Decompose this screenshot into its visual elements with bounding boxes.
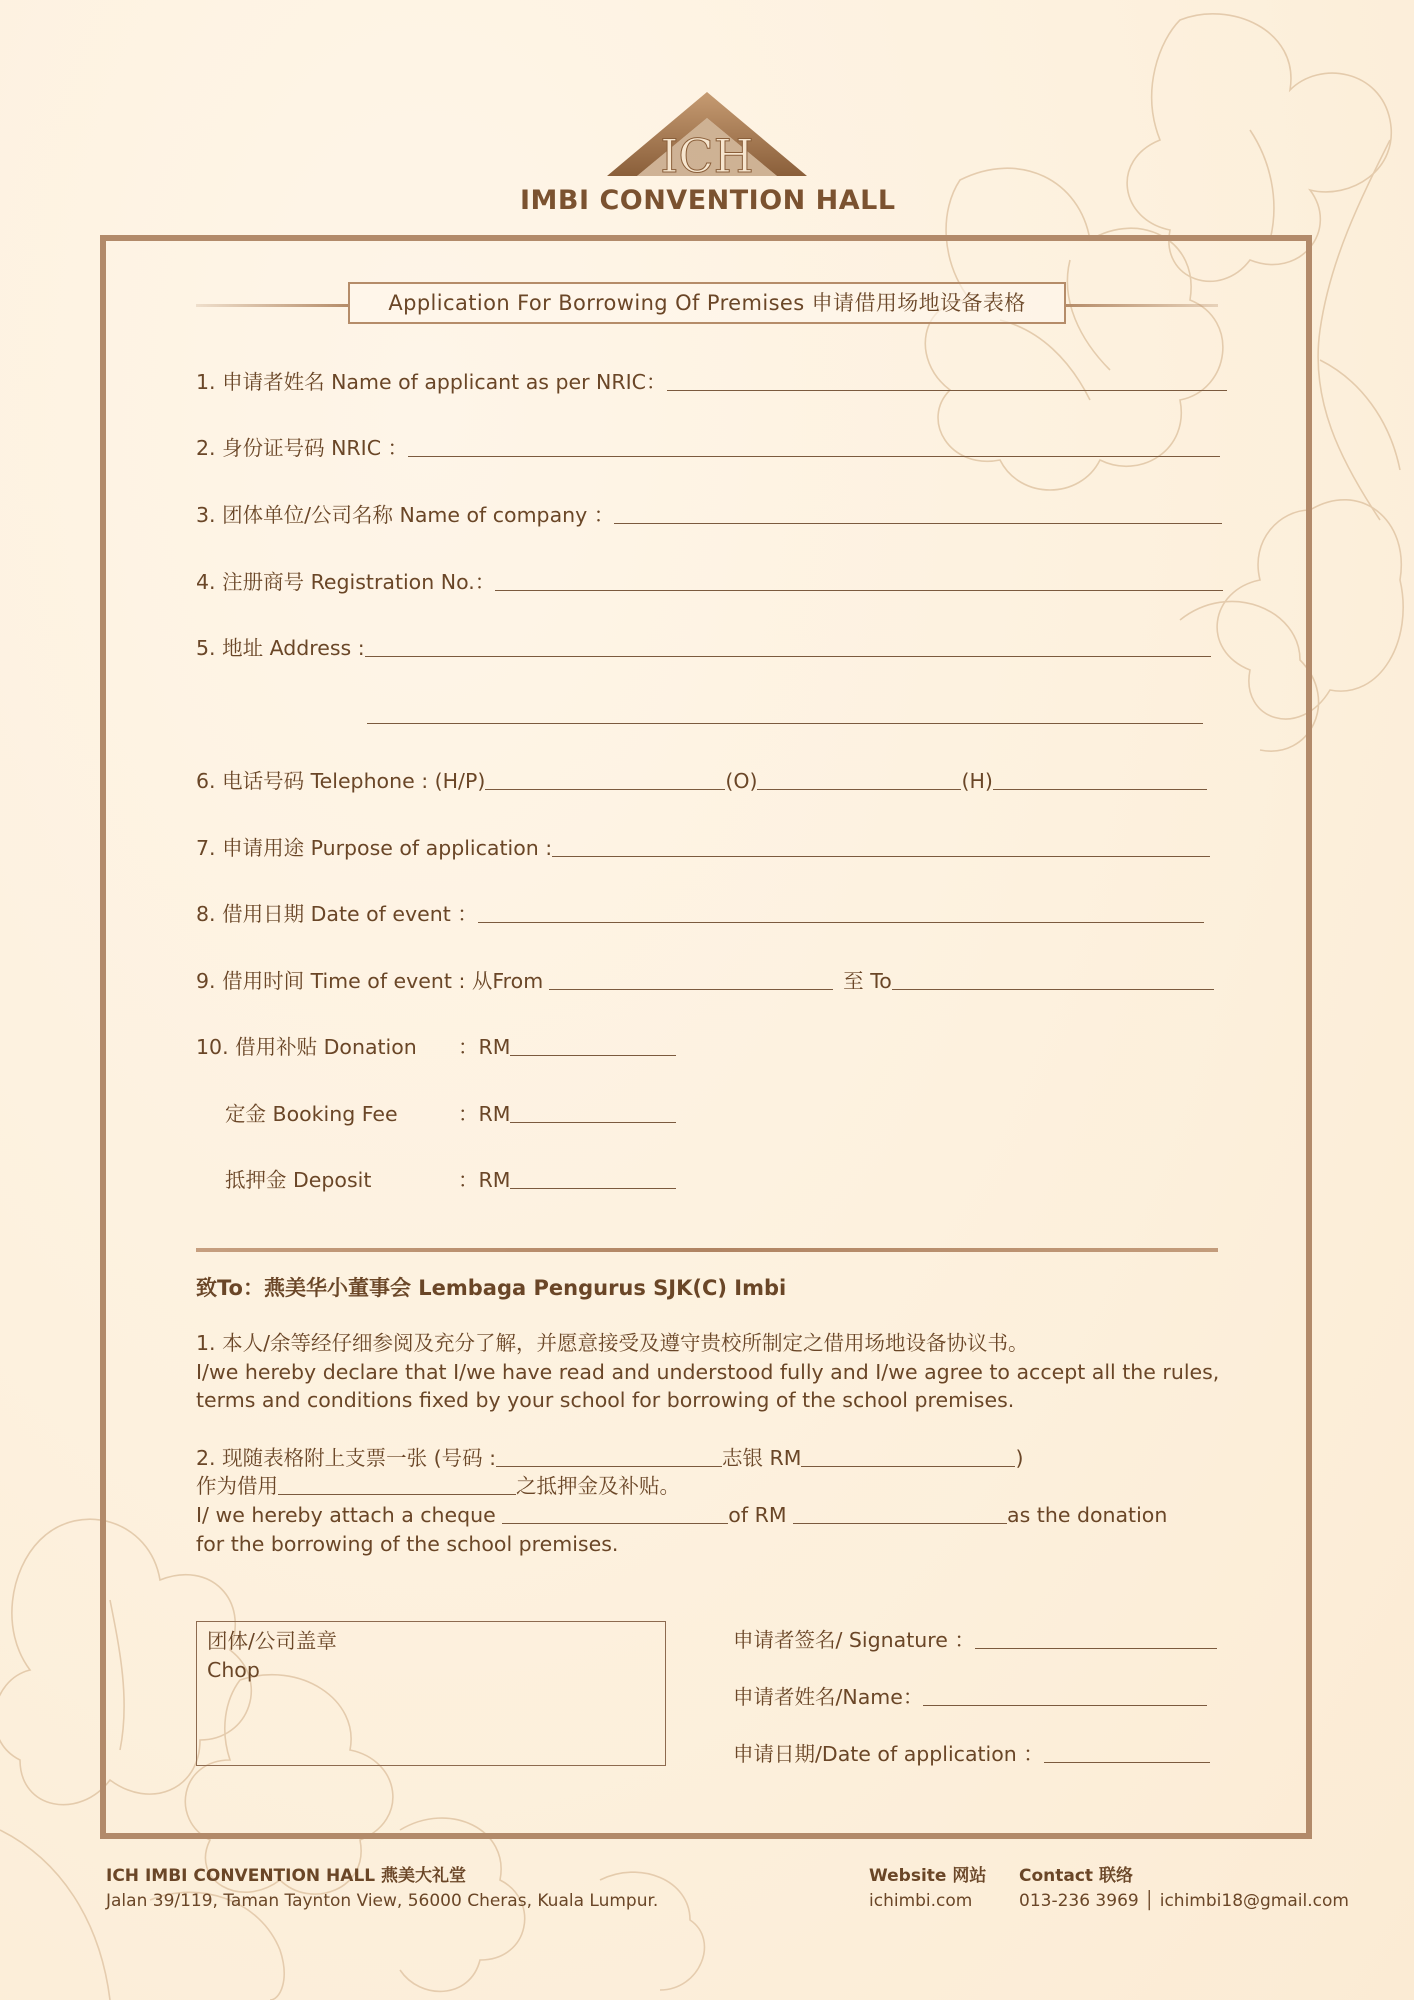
- footer-contact: Contact 联络 013-236 3969 │ ichimbi18@gmail.com: [1019, 1864, 1349, 1914]
- field-registration: 4. 注册商号 Registration No.：: [196, 567, 1223, 597]
- telephone-home-input[interactable]: [993, 767, 1207, 790]
- hall-name: IMBI CONVENTION HALL: [520, 185, 896, 216]
- chop-label-en: Chop: [207, 1658, 260, 1682]
- company-input[interactable]: [614, 501, 1222, 524]
- applicant-name-input[interactable]: [667, 368, 1227, 391]
- declaration-1-en-line1: I/we hereby declare that I/we have read and understood fully and I/we agree to accept all the rules,: [196, 1360, 1220, 1384]
- title-divider-right: [1066, 304, 1218, 307]
- event-date-input[interactable]: [478, 900, 1204, 923]
- nric-input[interactable]: [408, 434, 1220, 457]
- field-nric: 2. 身份证号码 NRIC ：: [196, 433, 1220, 463]
- cheque-amount-input-en[interactable]: [793, 1501, 1007, 1524]
- declaration-2-en-line1: I/ we hereby attach a cheque of RM as the donation: [196, 1503, 1168, 1527]
- form-title: Application For Borrowing Of Premises 申请借用场地设备表格: [348, 282, 1066, 324]
- chop-label-cn: 团体/公司盖章: [207, 1629, 337, 1653]
- deposit-input[interactable]: [510, 1166, 676, 1189]
- signer-name-input[interactable]: [923, 1683, 1207, 1706]
- declaration-2-en-line2: for the borrowing of the school premises.: [196, 1532, 619, 1556]
- contact-info[interactable]: 013-236 3969 │ ichimbi18@gmail.com: [1019, 1891, 1349, 1911]
- field-signer-name: 申请者姓名/Name：: [733, 1682, 1207, 1712]
- field-address-line2: [367, 700, 1203, 730]
- registration-input[interactable]: [495, 568, 1223, 591]
- logo: [520, 86, 894, 216]
- cheque-amount-input-cn[interactable]: [801, 1444, 1015, 1467]
- declaration-1-cn: 1. 本人/余等经仔细参阅及充分了解，并愿意接受及遵守贵校所制定之借用场地设备协议书。: [196, 1331, 1029, 1355]
- purpose-input[interactable]: [552, 834, 1210, 857]
- section-divider: [196, 1248, 1218, 1252]
- addressee: 致To：燕美华小董事会 Lembaga Pengurus SJK(C) Imbi: [196, 1276, 787, 1300]
- footer-website: Website 网站 ichimbi.com: [869, 1864, 986, 1914]
- roof-logo-icon: [602, 86, 812, 178]
- telephone-hp-input[interactable]: [485, 767, 725, 790]
- footer-address: Jalan 39/119, Taman Taynton View, 56000 Cheras, Kuala Lumpur.: [106, 1891, 659, 1911]
- svg-text:ICH: ICH: [660, 129, 754, 178]
- telephone-office-input[interactable]: [757, 767, 961, 790]
- declaration-1-en-line2: terms and conditions fixed by your school for borrowing of the school premises.: [196, 1388, 1015, 1412]
- website-link[interactable]: ichimbi.com: [869, 1891, 973, 1911]
- field-deposit: 抵押金 Deposit ：RM: [225, 1165, 676, 1195]
- field-booking-fee: 定金 Booking Fee ：RM: [225, 1099, 676, 1129]
- address-input-line1[interactable]: [365, 634, 1211, 657]
- borrowing-purpose-input[interactable]: [278, 1472, 516, 1495]
- chop-box[interactable]: [196, 1621, 666, 1766]
- application-date-input[interactable]: [1044, 1740, 1210, 1763]
- time-to-input[interactable]: [892, 967, 1214, 990]
- declaration-2-cn-line2: 作为借用 之抵押金及补贴。: [196, 1474, 680, 1498]
- cheque-number-input[interactable]: [496, 1444, 722, 1467]
- declaration-2-cn-line1: 2. 现随表格附上支票一张 (号码 : 志银 RM ): [196, 1446, 1024, 1470]
- donation-input[interactable]: [510, 1033, 676, 1056]
- footer-organization: ICH IMBI CONVENTION HALL 燕美大礼堂 Jalan 39/119, Taman Taynton View, 56000 Cheras, Kuala Lumpur.: [106, 1864, 658, 1914]
- address-input-line2[interactable]: [367, 701, 1203, 724]
- field-time: 9. 借用时间 Time of event : 从From 至 To: [196, 966, 1214, 996]
- field-telephone: 6. 电话号码 Telephone : (H/P) (O) (H): [196, 766, 1207, 796]
- title-divider-left: [196, 304, 348, 307]
- time-from-input[interactable]: [549, 967, 833, 990]
- field-company: 3. 团体单位/公司名称 Name of company ：: [196, 500, 1222, 530]
- field-donation: 10. 借用补贴 Donation ：RM: [196, 1032, 676, 1062]
- field-purpose: 7. 申请用途 Purpose of application :: [196, 833, 1210, 863]
- field-applicant-name: 1. 申请者姓名 Name of applicant as per NRIC：: [196, 367, 1227, 397]
- field-address: 5. 地址 Address :: [196, 633, 1211, 663]
- field-application-date: 申请日期/Date of application ：: [733, 1739, 1210, 1769]
- field-date: 8. 借用日期 Date of event ：: [196, 899, 1204, 929]
- field-signature: 申请者签名/ Signature ：: [733, 1625, 1217, 1655]
- booking-fee-input[interactable]: [510, 1100, 676, 1123]
- signature-input[interactable]: [975, 1626, 1217, 1649]
- cheque-number-input-en[interactable]: [502, 1501, 728, 1524]
